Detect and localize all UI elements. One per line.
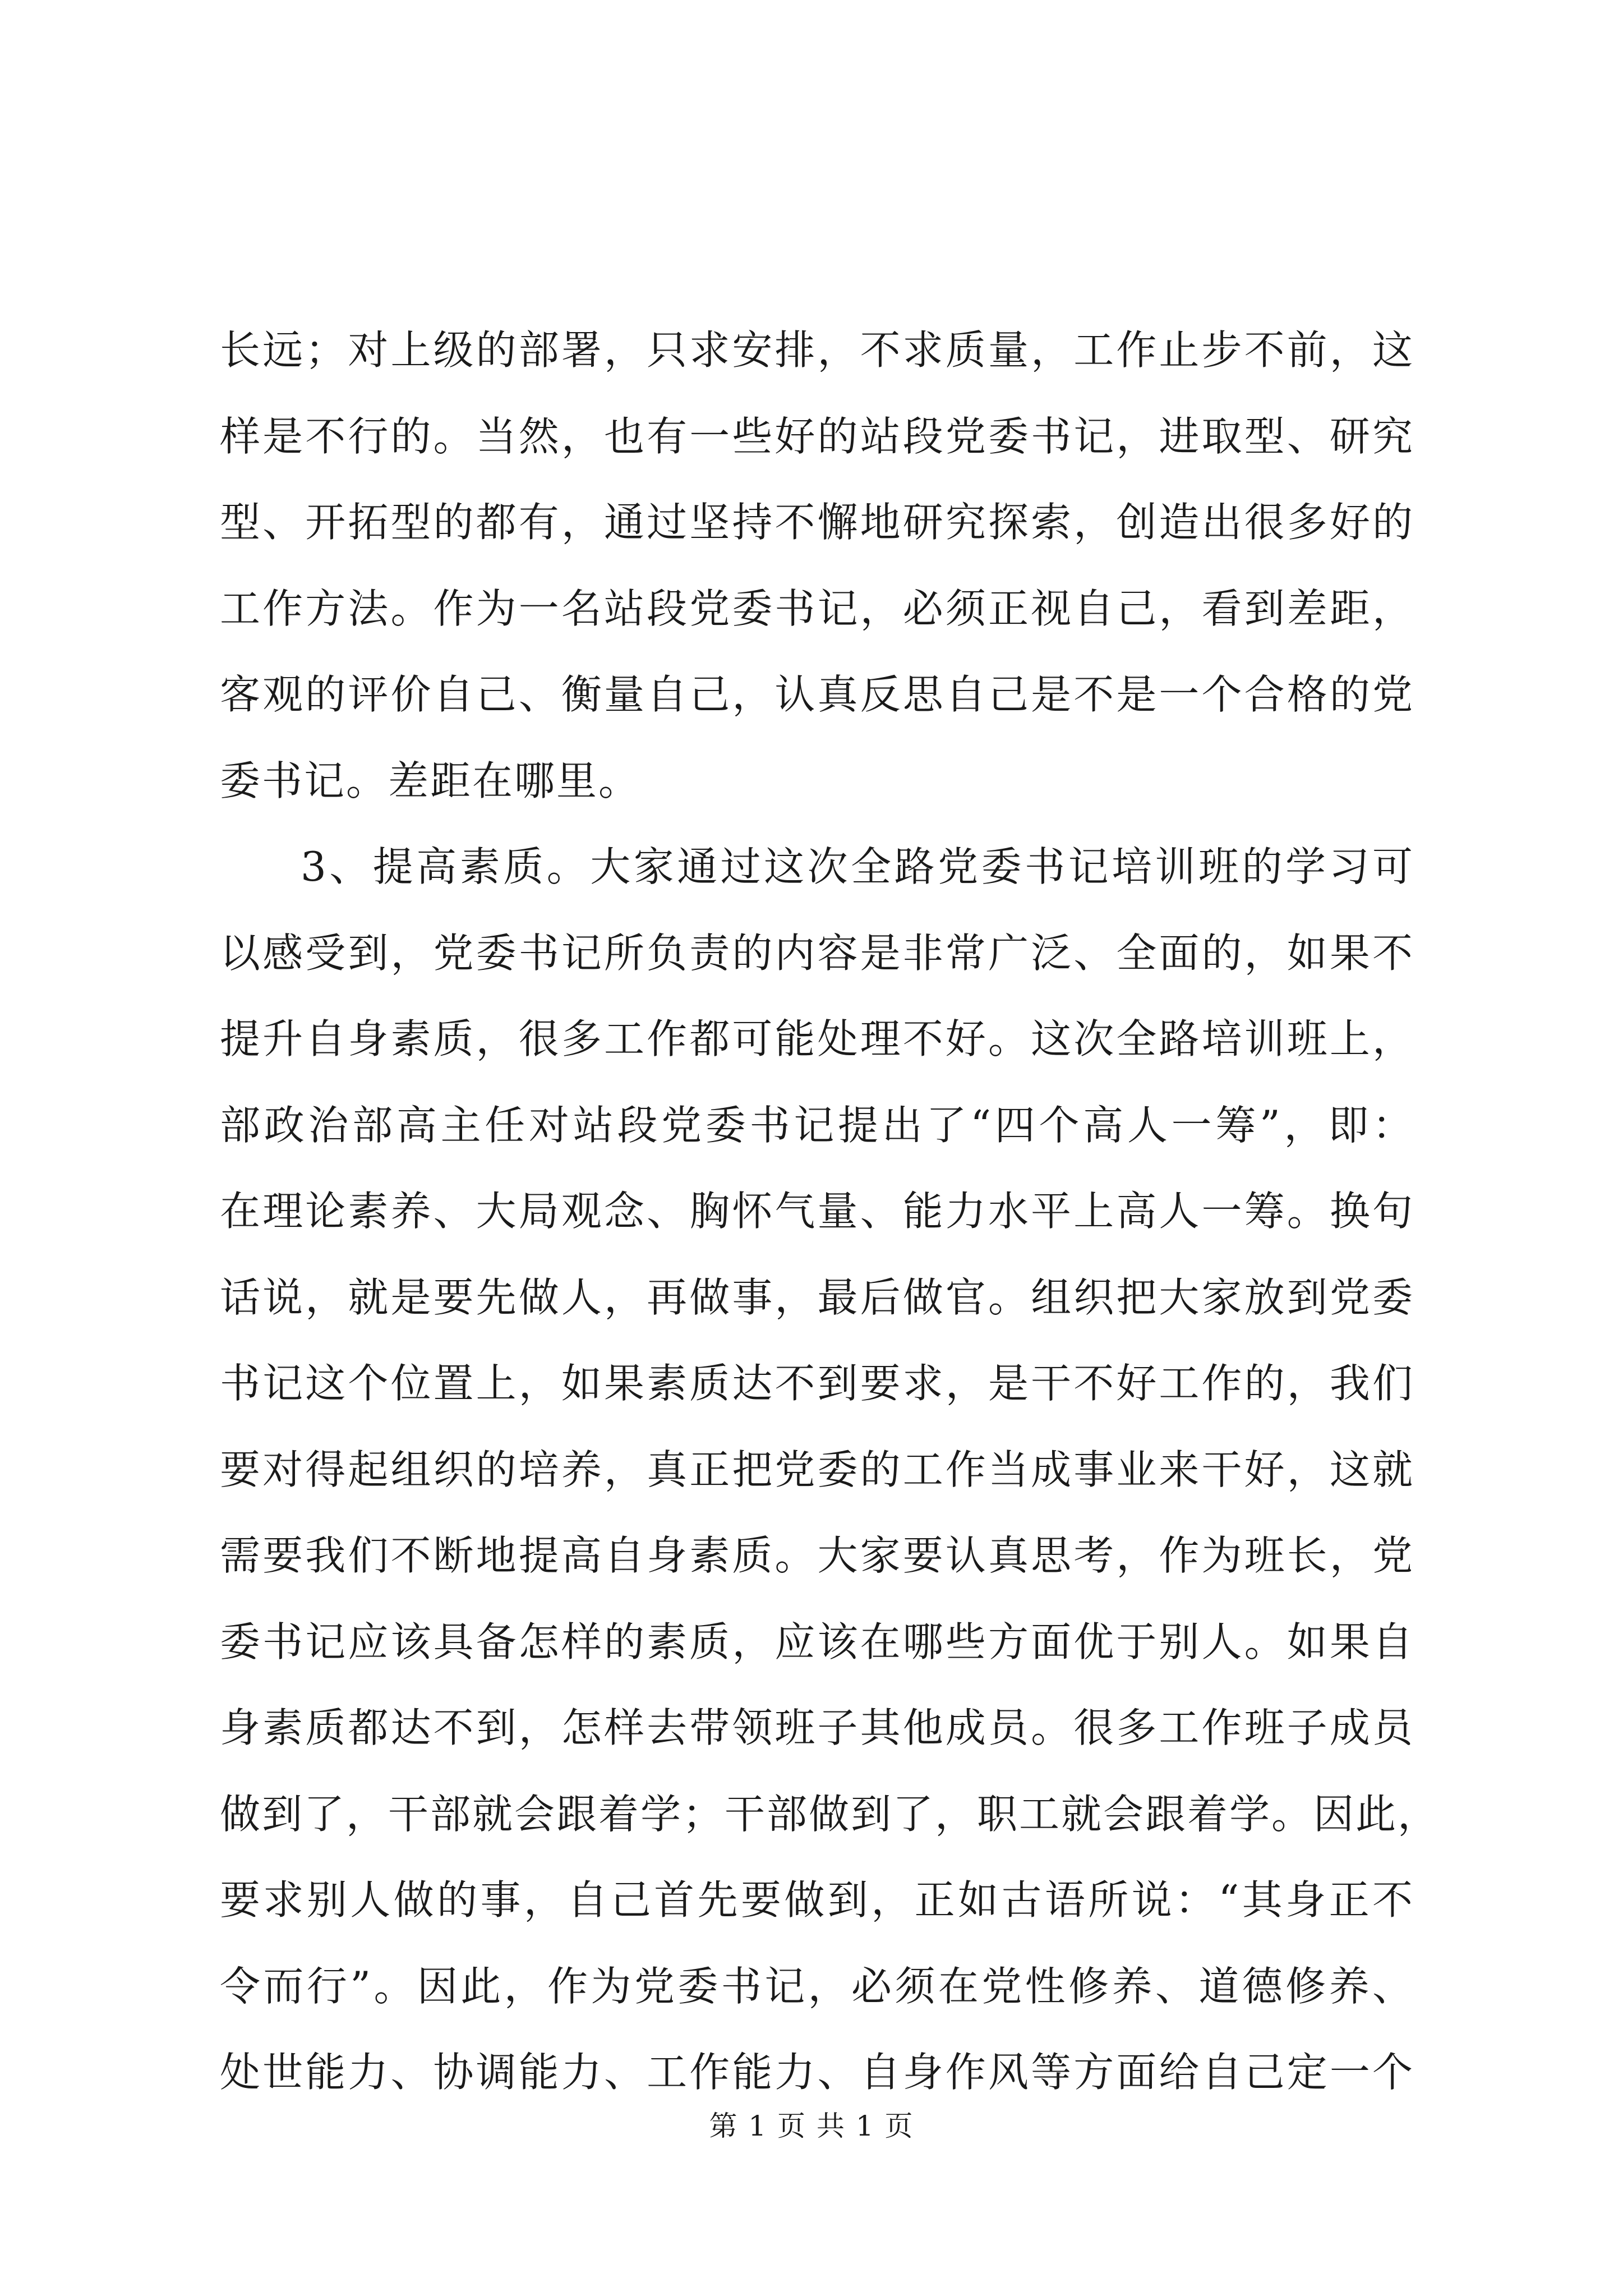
text-line: 长远；对上级的部署，只求安排，不求质量，工作止步不前，这 — [220, 326, 1414, 374]
text-line: 在理论素养、大局观念、胸怀气量、能力水平上高人一筹。换句 — [220, 1188, 1414, 1235]
text-line: 工作方法。作为一名站段党委书记，必须正视自己，看到差距， — [220, 585, 1414, 632]
text-line: 委书记。差距在哪里。 — [220, 757, 641, 804]
text-line: 要对得起组织的培养，真正把党委的工作当成事业来干好，这就 — [220, 1446, 1414, 1493]
text-line: 以感受到，党委书记所负责的内容是非常广泛、全面的，如果不 — [220, 929, 1414, 977]
text-line: 书记这个位置上，如果素质达不到要求，是干不好工作的，我们 — [220, 1360, 1414, 1407]
text-line: 处世能力、协调能力、工作能力、自身作风等方面给自己定一个 — [220, 2049, 1414, 2096]
page-footer: 第 1 页 共 1 页 — [709, 2110, 914, 2142]
text-line: 话说，就是要先做人，再做事，最后做官。组织把大家放到党委 — [220, 1273, 1414, 1321]
text-line: 令而行”。因此，作为党委书记，必须在党性修养、道德修养、 — [220, 1962, 1414, 2010]
text-line: 客观的评价自己、衡量自己，认真反思自己是不是一个合格的党 — [220, 671, 1414, 718]
text-line: 需要我们不断地提高自身素质。大家要认真思考，作为班长，党 — [220, 1532, 1414, 1579]
document-body — [220, 307, 1440, 2116]
text-line: 样是不行的。当然，也有一些好的站段党委书记，进取型、研究 — [220, 412, 1414, 460]
text-line: 部政治部高主任对站段党委书记提出了“四个高人一筹”，即： — [220, 1101, 1414, 1149]
paragraph-start-line: 3、提高素质。大家通过这次全路党委书记培训班的学习可 — [301, 843, 1414, 890]
text-line: 要求别人做的事，自己首先要做到，正如古语所说：“其身正不 — [220, 1876, 1414, 1924]
text-line: 做到了，干部就会跟着学；干部做到了，职工就会跟着学。因此， — [220, 1790, 1440, 1838]
text-line: 型、开拓型的都有，通过坚持不懈地研究探索，创造出很多好的 — [220, 499, 1414, 546]
text-line: 委书记应该具备怎样的素质，应该在哪些方面优于别人。如果自 — [220, 1618, 1414, 1665]
text-line: 身素质都达不到，怎样去带领班子其他成员。很多工作班子成员 — [220, 1704, 1414, 1751]
text-line: 提升自身素质，很多工作都可能处理不好。这次全路培训班上， — [220, 1015, 1414, 1062]
